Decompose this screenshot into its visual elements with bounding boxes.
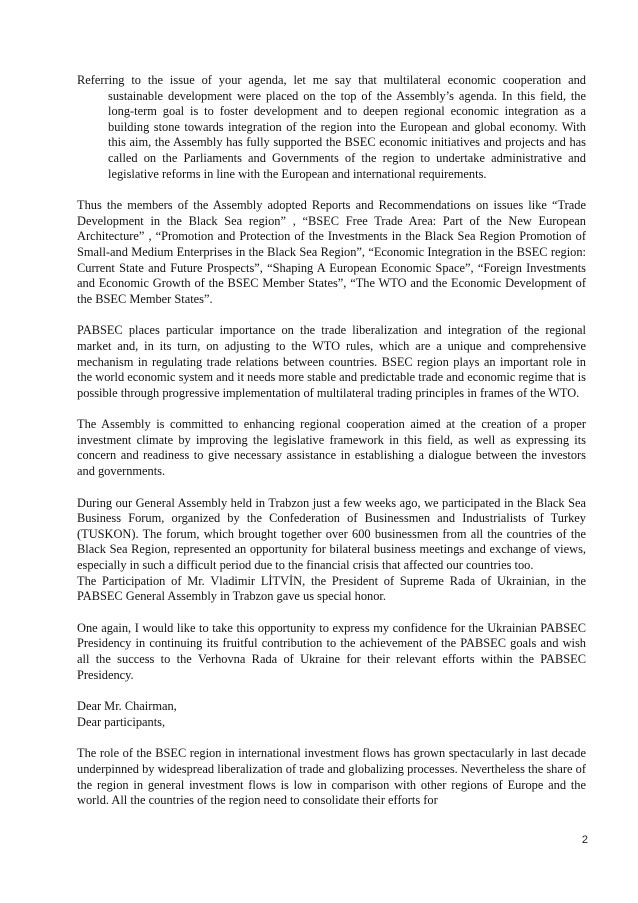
paragraph-agenda: Referring to the issue of your agenda, let me say that multilateral economic cooperation and sustainable development were placed on the top of the Assembly’s agenda. In this field, the long-term goal is to foster development and to deepen regional economic integration as a building stone towards integration of the region into the European and global economy. With this aim, the Assembly has fully supported the BSEC economic initiatives and projects and has called on the Parliaments and Governments of the region to undertake administrative and legislative reforms in line with the European and international requirements. bbox=[77, 73, 586, 181]
paragraph-investment-climate: The Assembly is committed to enhancing regional cooperation aimed at the creation of a proper investment climate by improving the legislative framework in this field, as well as expressing its concern and readiness to give necessary assistance in establishing a dialogue between the investors and governments. bbox=[77, 417, 586, 479]
paragraph-presidency: One again, I would like to take this opportunity to express my confidence for the Ukrainian PABSEC Presidency in continuing its fruitful contribution to the achievement of the PABSEC goals and wish all the success to the Verhovna Rada of Ukraine for their relevant efforts within the PABSEC Presidency. bbox=[77, 620, 586, 682]
paragraph-trade-liberalization: PABSEC places particular importance on the trade liberalization and integration of the regional market and, in its turn, on adjusting to the WTO rules, which are a unique and comprehensive mechanism in regulating trade relations between countries. BSEC region plays an important role in the world economic system and it needs more stable and predictable trade and economic regime that is possible through progressive implementation of multilateral trading principles in frames of the WTO. bbox=[77, 323, 586, 400]
paragraph-business-forum: During our General Assembly held in Trabzon just a few weeks ago, we participated in the Black Sea Business Forum, organized by the Confederation of Businessmen and Industrialists of Turkey (TUSKON). The forum, which brought together over 600 businessmen from all the countries of the Black Sea Region, represented an opportunity for bilateral business meetings and exchange of views, especially in such a difficult period due to the financial crisis that affected our countries too. bbox=[77, 495, 586, 573]
document-body bbox=[77, 73, 586, 809]
paragraph-litvin: The Participation of Mr. Vladimir LİTVİN, the President of Supreme Rada of Ukrainian, in the PABSEC General Assembly in Trabzon gave us special honor. bbox=[77, 573, 586, 604]
paragraph-reports: Thus the members of the Assembly adopted Reports and Recommendations on issues like “Trade Development in the Black Sea region” , “BSEC Free Trade Area: Part of the New European Architecture” , “Promotion and Protection of the Investments in the Black Sea Region Promotion of Small-and Medium Enterprises in the Black Sea Region”, “Economic Integration in the BSEC region: Current State and Future Prospects”, “Shaping A European Economic Space”, “Foreign Investments and Economic Growth of the BSEC Member States”, “The WTO and the Economic Development of the BSEC Member States”. bbox=[77, 198, 586, 306]
salutation-chairman: Dear Mr. Chairman, bbox=[77, 699, 177, 714]
salutation-participants: Dear participants, bbox=[77, 714, 166, 729]
paragraph-investment-flows: The role of the BSEC region in international investment flows has grown spectacularly in last decade underpinned by widespread liberalization of trade and globalizing processes. Nevertheless the share of the region in general investment flows is low in comparison with other regions of Europe and the world. All the countries of the region need to consolidate their efforts for bbox=[77, 746, 586, 808]
page-number: 2 bbox=[581, 834, 588, 846]
